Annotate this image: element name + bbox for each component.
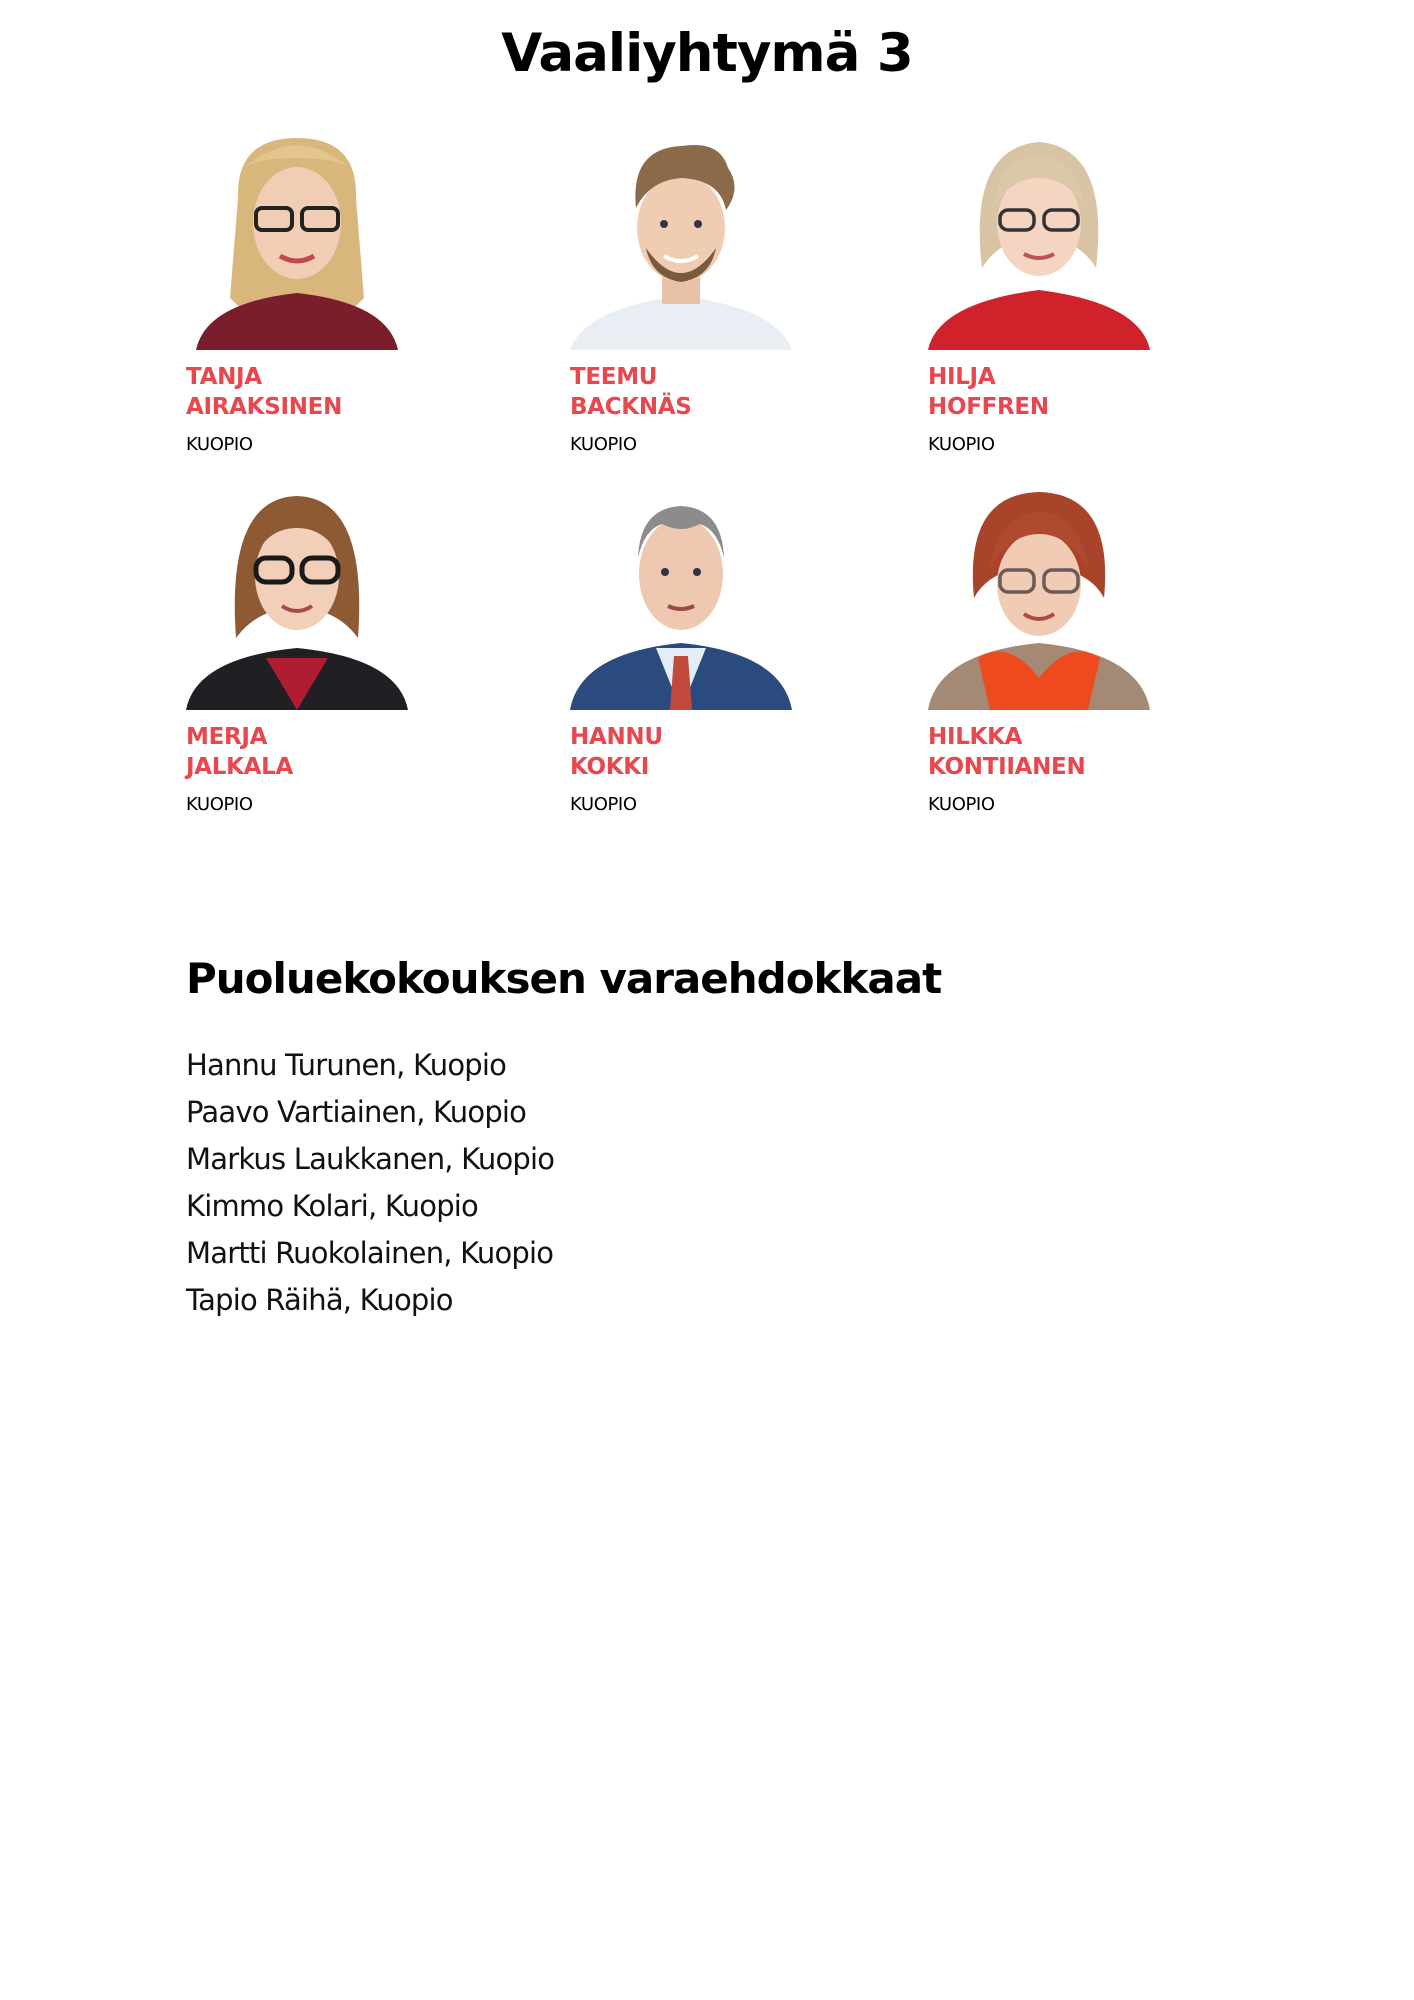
candidate-card: [570, 128, 870, 456]
candidate-name: [186, 722, 486, 782]
candidate-card: [570, 488, 870, 816]
candidate-photo: [186, 488, 408, 710]
candidate-name: [570, 722, 870, 782]
candidate-city: KUOPIO: [186, 794, 253, 815]
candidate-card: [186, 488, 486, 816]
candidate-first-name: HILKKA: [928, 724, 1023, 750]
candidate-photo: [570, 488, 792, 710]
candidate-last-name: KOKKI: [570, 754, 650, 780]
candidate-card: [186, 128, 486, 456]
candidate-first-name: HANNU: [570, 724, 663, 750]
candidate-name: [928, 722, 1228, 782]
candidate-photo: [928, 128, 1150, 350]
candidate-first-name: TANJA: [186, 364, 262, 390]
list-item: Markus Laukkanen, Kuopio: [186, 1142, 555, 1176]
candidate-name: [928, 362, 1228, 422]
alternates-list: [186, 1042, 554, 1324]
candidate-city: KUOPIO: [928, 794, 995, 815]
candidate-first-name: TEEMU: [570, 364, 658, 390]
candidate-card: [928, 488, 1228, 816]
candidate-last-name: AIRAKSINEN: [186, 394, 343, 420]
list-item: Martti Ruokolainen, Kuopio: [186, 1236, 554, 1270]
candidate-last-name: BACKNÄS: [570, 394, 692, 420]
candidate-name: [570, 362, 870, 422]
list-item: Kimmo Kolari, Kuopio: [186, 1189, 478, 1223]
candidate-city: KUOPIO: [570, 794, 637, 815]
candidate-photo: [928, 488, 1150, 710]
page-title: Vaaliyhtymä 3: [501, 23, 913, 84]
candidate-city: KUOPIO: [570, 434, 637, 455]
candidate-city: KUOPIO: [186, 434, 253, 455]
candidate-name: [186, 362, 486, 422]
candidate-first-name: HILJA: [928, 364, 996, 390]
candidate-card: [928, 128, 1228, 456]
alternates-title: Puoluekokouksen varaehdokkaat: [186, 954, 942, 1003]
candidate-last-name: HOFFREN: [928, 394, 1049, 420]
candidate-photo: [570, 128, 792, 350]
list-item: Paavo Vartiainen, Kuopio: [186, 1095, 527, 1129]
candidate-last-name: KONTIIANEN: [928, 754, 1086, 780]
list-item: Hannu Turunen, Kuopio: [186, 1048, 507, 1082]
list-item: Tapio Räihä, Kuopio: [186, 1283, 453, 1317]
candidate-first-name: MERJA: [186, 724, 268, 750]
candidate-city: KUOPIO: [928, 434, 995, 455]
candidate-photo: [186, 128, 408, 350]
candidate-last-name: JALKALA: [186, 754, 293, 780]
